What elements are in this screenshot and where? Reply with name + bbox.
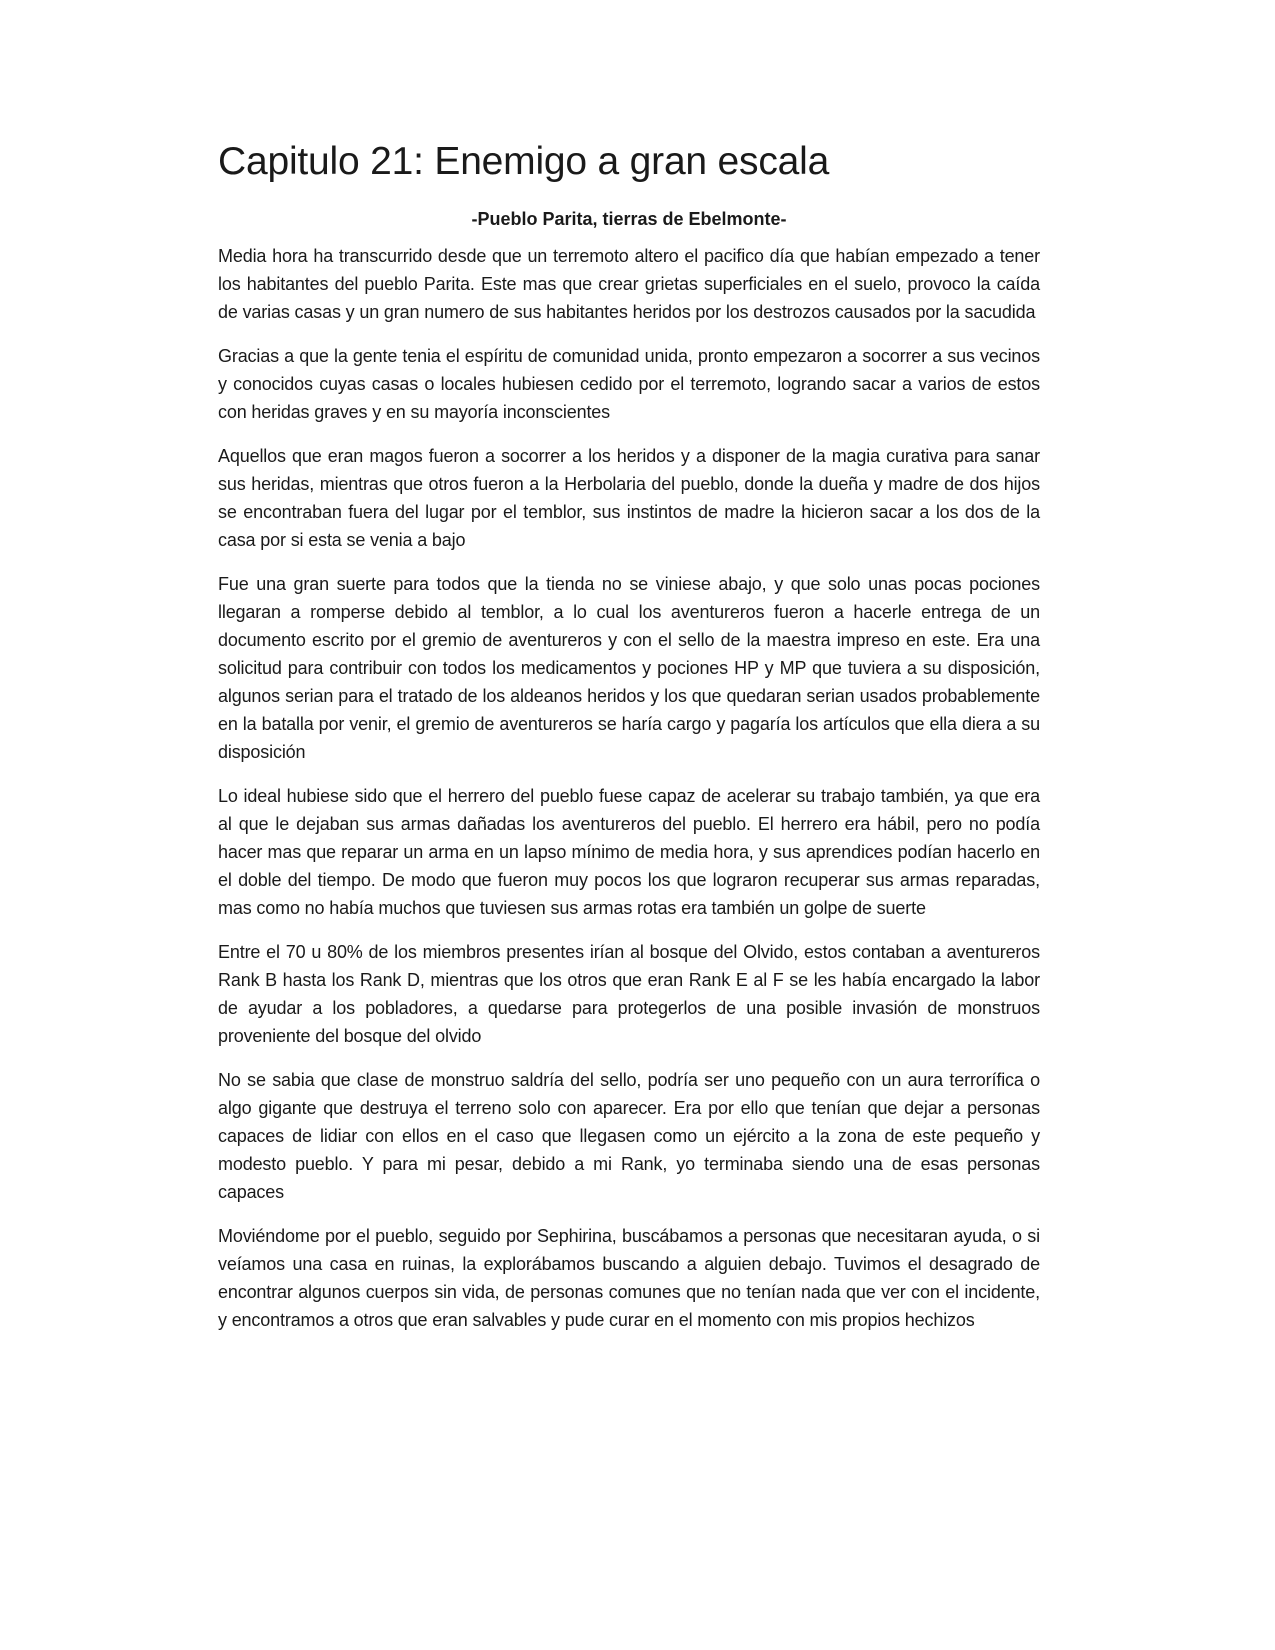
paragraph-3: Aquellos que eran magos fueron a socorrer a los heridos y a disponer de la magia curativa para sanar sus heridas, mientras que otros fueron a la Herbolaria del pueblo, donde la dueña y madre de dos hijos se encontraban fuera del lugar por el temblor, sus instintos de madre la hicieron sacar a los dos de la casa por si esta se venia a bajo bbox=[218, 446, 1040, 550]
paragraph-8: Moviéndome por el pueblo, seguido por Sephirina, buscábamos a personas que necesitaran ayuda, o si veíamos una casa en ruinas, la explorábamos buscando a alguien debajo. Tuvimos el desagrado de encontrar algunos cuerpos sin vida, de personas comunes que no tenían nada que ver con el incidente, y encontramos a otros que eran salvables y pude curar en el momento con mis propios hechizos bbox=[218, 1226, 1040, 1330]
paragraph-5: Lo ideal hubiese sido que el herrero del pueblo fuese capaz de acelerar su trabajo también, ya que era al que le dejaban sus armas dañadas los aventureros del pueblo. El herrero era hábil, pero no podía hacer mas que reparar un arma en un lapso mínimo de media hora, y sus aprendices podían hacerlo en el doble del tiempo. De modo que fueron muy pocos los que lograron recuperar sus armas reparadas, mas como no había muchos que tuviesen sus armas rotas era también un golpe de suerte bbox=[218, 786, 1040, 918]
paragraph-6: Entre el 70 u 80% de los miembros presentes irían al bosque del Olvido, estos contaban a aventureros Rank B hasta los Rank D, mientras que los otros que eran Rank E al F se les había encargado la labor de ayudar a los pobladores, a quedarse para protegerlos de una posible invasión de monstruos proveniente del bosque del olvido bbox=[218, 942, 1040, 1046]
paragraph-1: Media hora ha transcurrido desde que un terremoto altero el pacifico día que habían empezado a tener los habitantes del pueblo Parita. Este mas que crear grietas superficiales en el suelo, provoco la caída de varias casas y un gran numero de sus habitantes heridos por los destrozos causados por la sacudida bbox=[218, 246, 1040, 322]
location-heading: -Pueblo Parita, tierras de Ebelmonte- bbox=[471, 209, 787, 229]
paragraph-4: Fue una gran suerte para todos que la tienda no se viniese abajo, y que solo unas pocas pociones llegaran a romperse debido al temblor, a lo cual los aventureros fueron a hacerle entrega de un documento escrito por el gremio de aventureros y con el sello de la maestra impreso en este. Era una solicitud para contribuir con todos los medicamentos y pociones HP y MP que tuviera a su disposición, algunos serian para el tratado de los aldeanos heridos y los que quedaran serian usados probablemente en la batalla por venir, el gremio de aventureros se haría cargo y pagaría los artículos que ella diera a su disposición bbox=[218, 574, 1040, 762]
page-content bbox=[218, 136, 1040, 1350]
paragraph-7: No se sabia que clase de monstruo saldría del sello, podría ser uno pequeño con un aura terrorífica o algo gigante que destruya el terreno solo con aparecer. Era por ello que tenían que dejar a personas capaces de lidiar con ellos en el caso que llegasen como un ejército a la zona de este pequeño y modesto pueblo. Y para mi pesar, debido a mi Rank, yo terminaba siendo una de esas personas capaces bbox=[218, 1070, 1040, 1202]
chapter-title: Capitulo 21: Enemigo a gran escala bbox=[218, 140, 830, 183]
paragraph-2: Gracias a que la gente tenia el espíritu de comunidad unida, pronto empezaron a socorrer a sus vecinos y conocidos cuyas casas o locales hubiesen cedido por el terremoto, logrando sacar a varios de estos con heridas graves y en su mayoría inconscientes bbox=[218, 346, 1040, 422]
